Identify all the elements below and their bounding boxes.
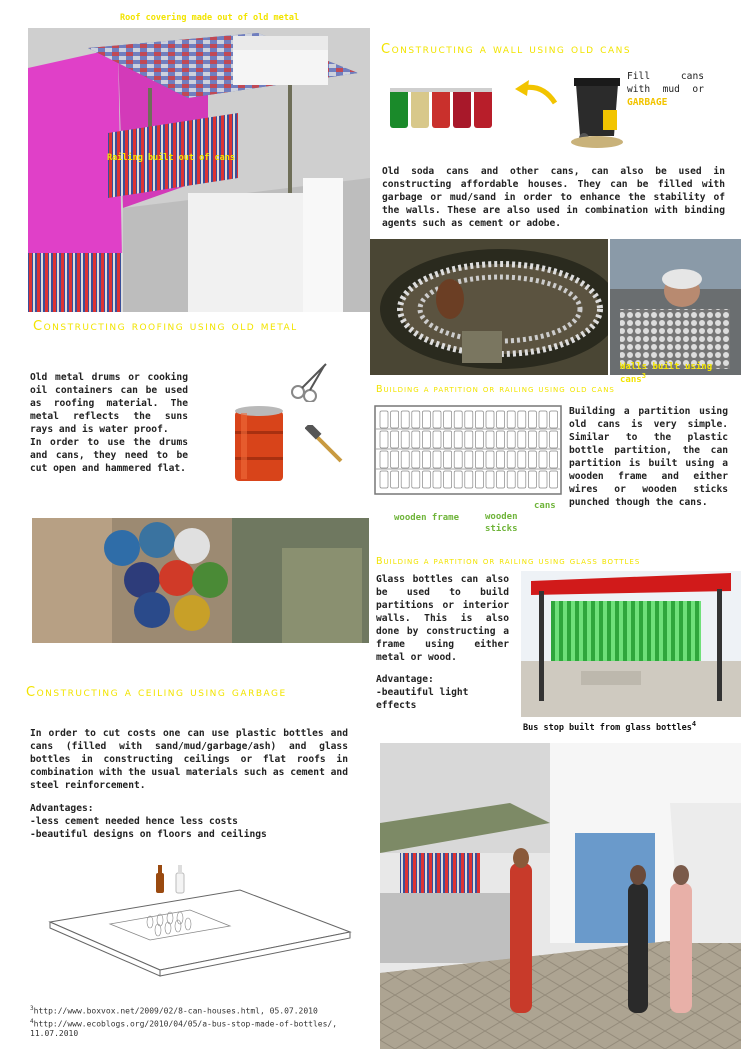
- roofing-body-text: [30, 371, 188, 475]
- partition-glass-body: Glass bottles can also be used to build partitions or interior walls. This is also done by constructing a frame using either metal or wood.: [376, 574, 509, 663]
- partition-cans-body: Building a partition using old cans is very simple. Similar to the plastic bottle partition, the can partition is built using a wooden frame and either wires or wooden sticks punched though the cans.: [569, 406, 728, 508]
- footnote-3-ref: http://www.boxvox.net/2009/02/8-can-houses.html, 05.07.2010: [33, 1006, 318, 1016]
- label-wooden: wooden: [485, 512, 518, 522]
- fill-cans-text-garbage: GARBAGE: [627, 97, 668, 108]
- roofing-body-2: In order to use the drums and cans, they need to be cut open and hammered flat.: [30, 437, 188, 474]
- fill-cans-text-1: Fill cans with mud or: [627, 71, 704, 95]
- can-partition-grid: [374, 405, 564, 497]
- ceiling-slab-diagram: [40, 882, 360, 982]
- footnote-4-ref: http://www.ecoblogs.org/2010/04/05/a-bus-stop-made-of-bottles/, 11.07.2010: [30, 1019, 338, 1039]
- heading-wall-cans: Constructing a wall using old cans: [381, 42, 632, 57]
- ceiling-adv-title: Advantages:: [30, 803, 94, 814]
- caption-roof-covering: Roof covering made out of old metal: [120, 13, 300, 23]
- footnotes: [30, 1004, 350, 1039]
- label-wooden-frame: wooden frame: [394, 513, 460, 523]
- photo-can-wall-2: [610, 239, 741, 375]
- arrow-icon: [513, 78, 559, 108]
- soda-cans-illustration: [388, 84, 494, 130]
- ceiling-adv-2: -beautiful designs on floors and ceilings: [30, 829, 267, 840]
- render-roof-railing-illustration: [28, 28, 370, 312]
- partition-glass-adv: [376, 673, 509, 712]
- garbage-bin-image: [570, 70, 624, 148]
- oil-drum-image: [233, 405, 285, 485]
- heading-roofing-metal: Constructing roofing using old metal: [33, 319, 298, 334]
- caption-bus-stop-ref: 4: [691, 720, 697, 728]
- caption-walls-cans-ref: 3: [641, 372, 646, 380]
- caption-railing-cans: Railing built out of cans: [107, 153, 235, 163]
- heading-ceiling-garbage: Constructing a ceiling using garbage: [26, 685, 287, 700]
- footnote-3-num: 3: [30, 1005, 34, 1012]
- label-sticks: sticks: [485, 524, 518, 534]
- heading-partition-cans: Building a partition or railing using old cans: [376, 384, 615, 395]
- hammer-icon: [305, 425, 345, 465]
- render-courtyard: [380, 743, 741, 1049]
- partition-glass-adv-1: -beautiful light effects: [376, 687, 469, 711]
- label-cans: cans: [534, 501, 556, 511]
- label-wooden-sticks: [485, 511, 518, 535]
- photo-bus-stop: [521, 571, 741, 717]
- soda-cans-image: [388, 84, 494, 130]
- photo-can-wall-1: [370, 239, 608, 375]
- wall-body-text: Old soda cans and other cans, can also be used in constructing affordable houses. They can be filled with garbage or mud/sand in order to enhance the stability of the walls. These are also used in combination with binding agents such as cement or adobe.: [382, 166, 725, 229]
- caption-bus-stop-text: Bus stop built from glass bottles: [523, 722, 692, 733]
- fill-cans-text: [627, 70, 704, 109]
- heading-partition-glass: Building a partition or railing using glass bottles: [376, 556, 641, 567]
- ceiling-body-text: In order to cut costs one can use plastic bottles and cans (filled with sand/mud/garbage/ash) and glass bottles in constructing ceilings or flat roofs in combination with the usual materials such as cement and steel reinforcement.: [30, 728, 348, 791]
- partition-glass-adv-title: Advantage:: [376, 674, 434, 685]
- footnote-3: [30, 1004, 350, 1017]
- render-roof-railing: [28, 28, 370, 312]
- scissors-icon: [290, 362, 330, 402]
- footnote-4-num: 4: [30, 1017, 34, 1025]
- caption-walls-cans: [620, 362, 741, 385]
- footnote-4: [30, 1017, 350, 1040]
- roofing-body-1: Old metal drums or cooking oil containers can be used as roofing material. The metal reflects the suns rays and is water proof.: [30, 372, 188, 435]
- can-partition-diagram: [374, 405, 564, 497]
- caption-walls-cans-text: Walls built using cans: [620, 362, 713, 385]
- ceiling-adv: [30, 802, 348, 841]
- ceiling-adv-1: -less cement needed hence less costs: [30, 816, 238, 827]
- caption-bus-stop: [523, 720, 696, 733]
- photo-drums-market: [32, 518, 369, 643]
